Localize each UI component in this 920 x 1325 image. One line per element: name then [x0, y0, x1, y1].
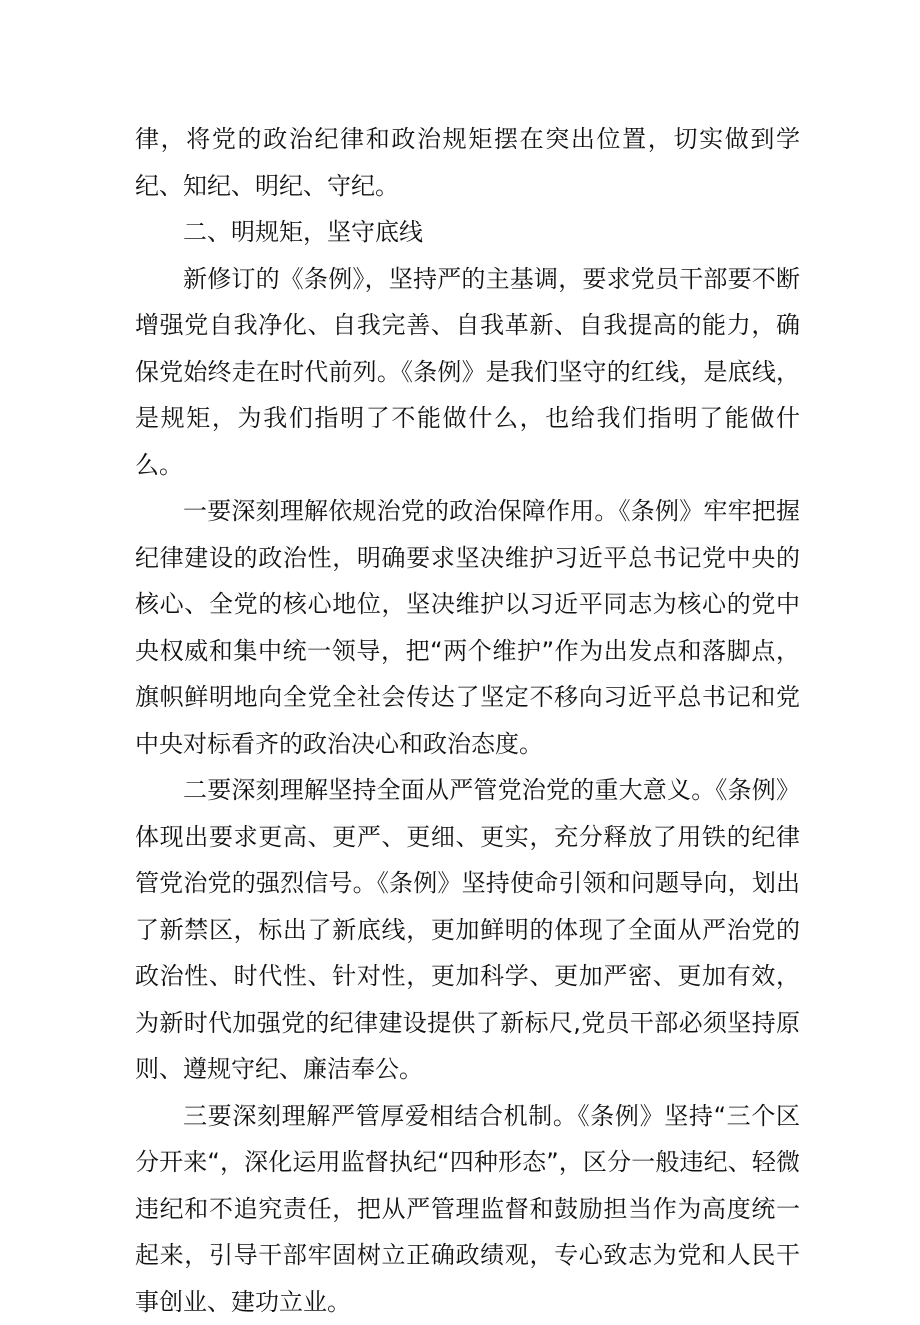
section-heading: 二、明规矩，坚守底线: [135, 209, 800, 256]
paragraph-intro: 新修订的《条例》，坚持严的主基调，要求党员干部要不断增强党自我净化、自我完善、自我革新、自我提高的能力，确保党始终走在时代前列。《条例》是我们坚守的红线，是底线，是规矩，为我们指明了不能做什么，也给我们指明了能做什么。: [135, 256, 800, 489]
paragraph-point-one: 一要深刻理解依规治党的政治保障作用。《条例》牢牢把握纪律建设的政治性，明确要求坚决维护习近平总书记党中央的核心、全党的核心地位，坚决维护以习近平同志为核心的党中央权威和集中统一领导，把“两个维护”作为出发点和落脚点，旗帜鲜明地向全党全社会传达了坚定不移向习近平总书记和党中央对标看齐的政治决心和政治态度。: [135, 488, 800, 767]
paragraph-point-three: 三要深刻理解严管厚爱相结合机制。《条例》坚持“三个区分开来“，深化运用监督执纪“四种形态”，区分一般违纪、轻微违纪和不追究责任，把从严管理监督和鼓励担当作为高度统一起来，引导干部牢固树立正确政绩观，专心致志为党和人民干事创业、建功立业。: [135, 1093, 800, 1325]
document-page: [135, 116, 800, 1325]
paragraph-continuation: 律，将党的政治纪律和政治规矩摆在突出位置，切实做到学纪、知纪、明纪、守纪。: [135, 116, 800, 209]
paragraph-point-two: 二要深刻理解坚持全面从严管党治党的重大意义。《条例》体现出要求更高、更严、更细、更实，充分释放了用铁的纪律管党治党的强烈信号。《条例》坚持使命引领和问题导向，划出了新禁区，标出了新底线，更加鲜明的体现了全面从严治党的政治性、时代性、针对性，更加科学、更加严密、更加有效，为新时代加强党的纪律建设提供了新标尺,党员干部必须坚持原则、遵规守纪、廉洁奉公。: [135, 767, 800, 1093]
